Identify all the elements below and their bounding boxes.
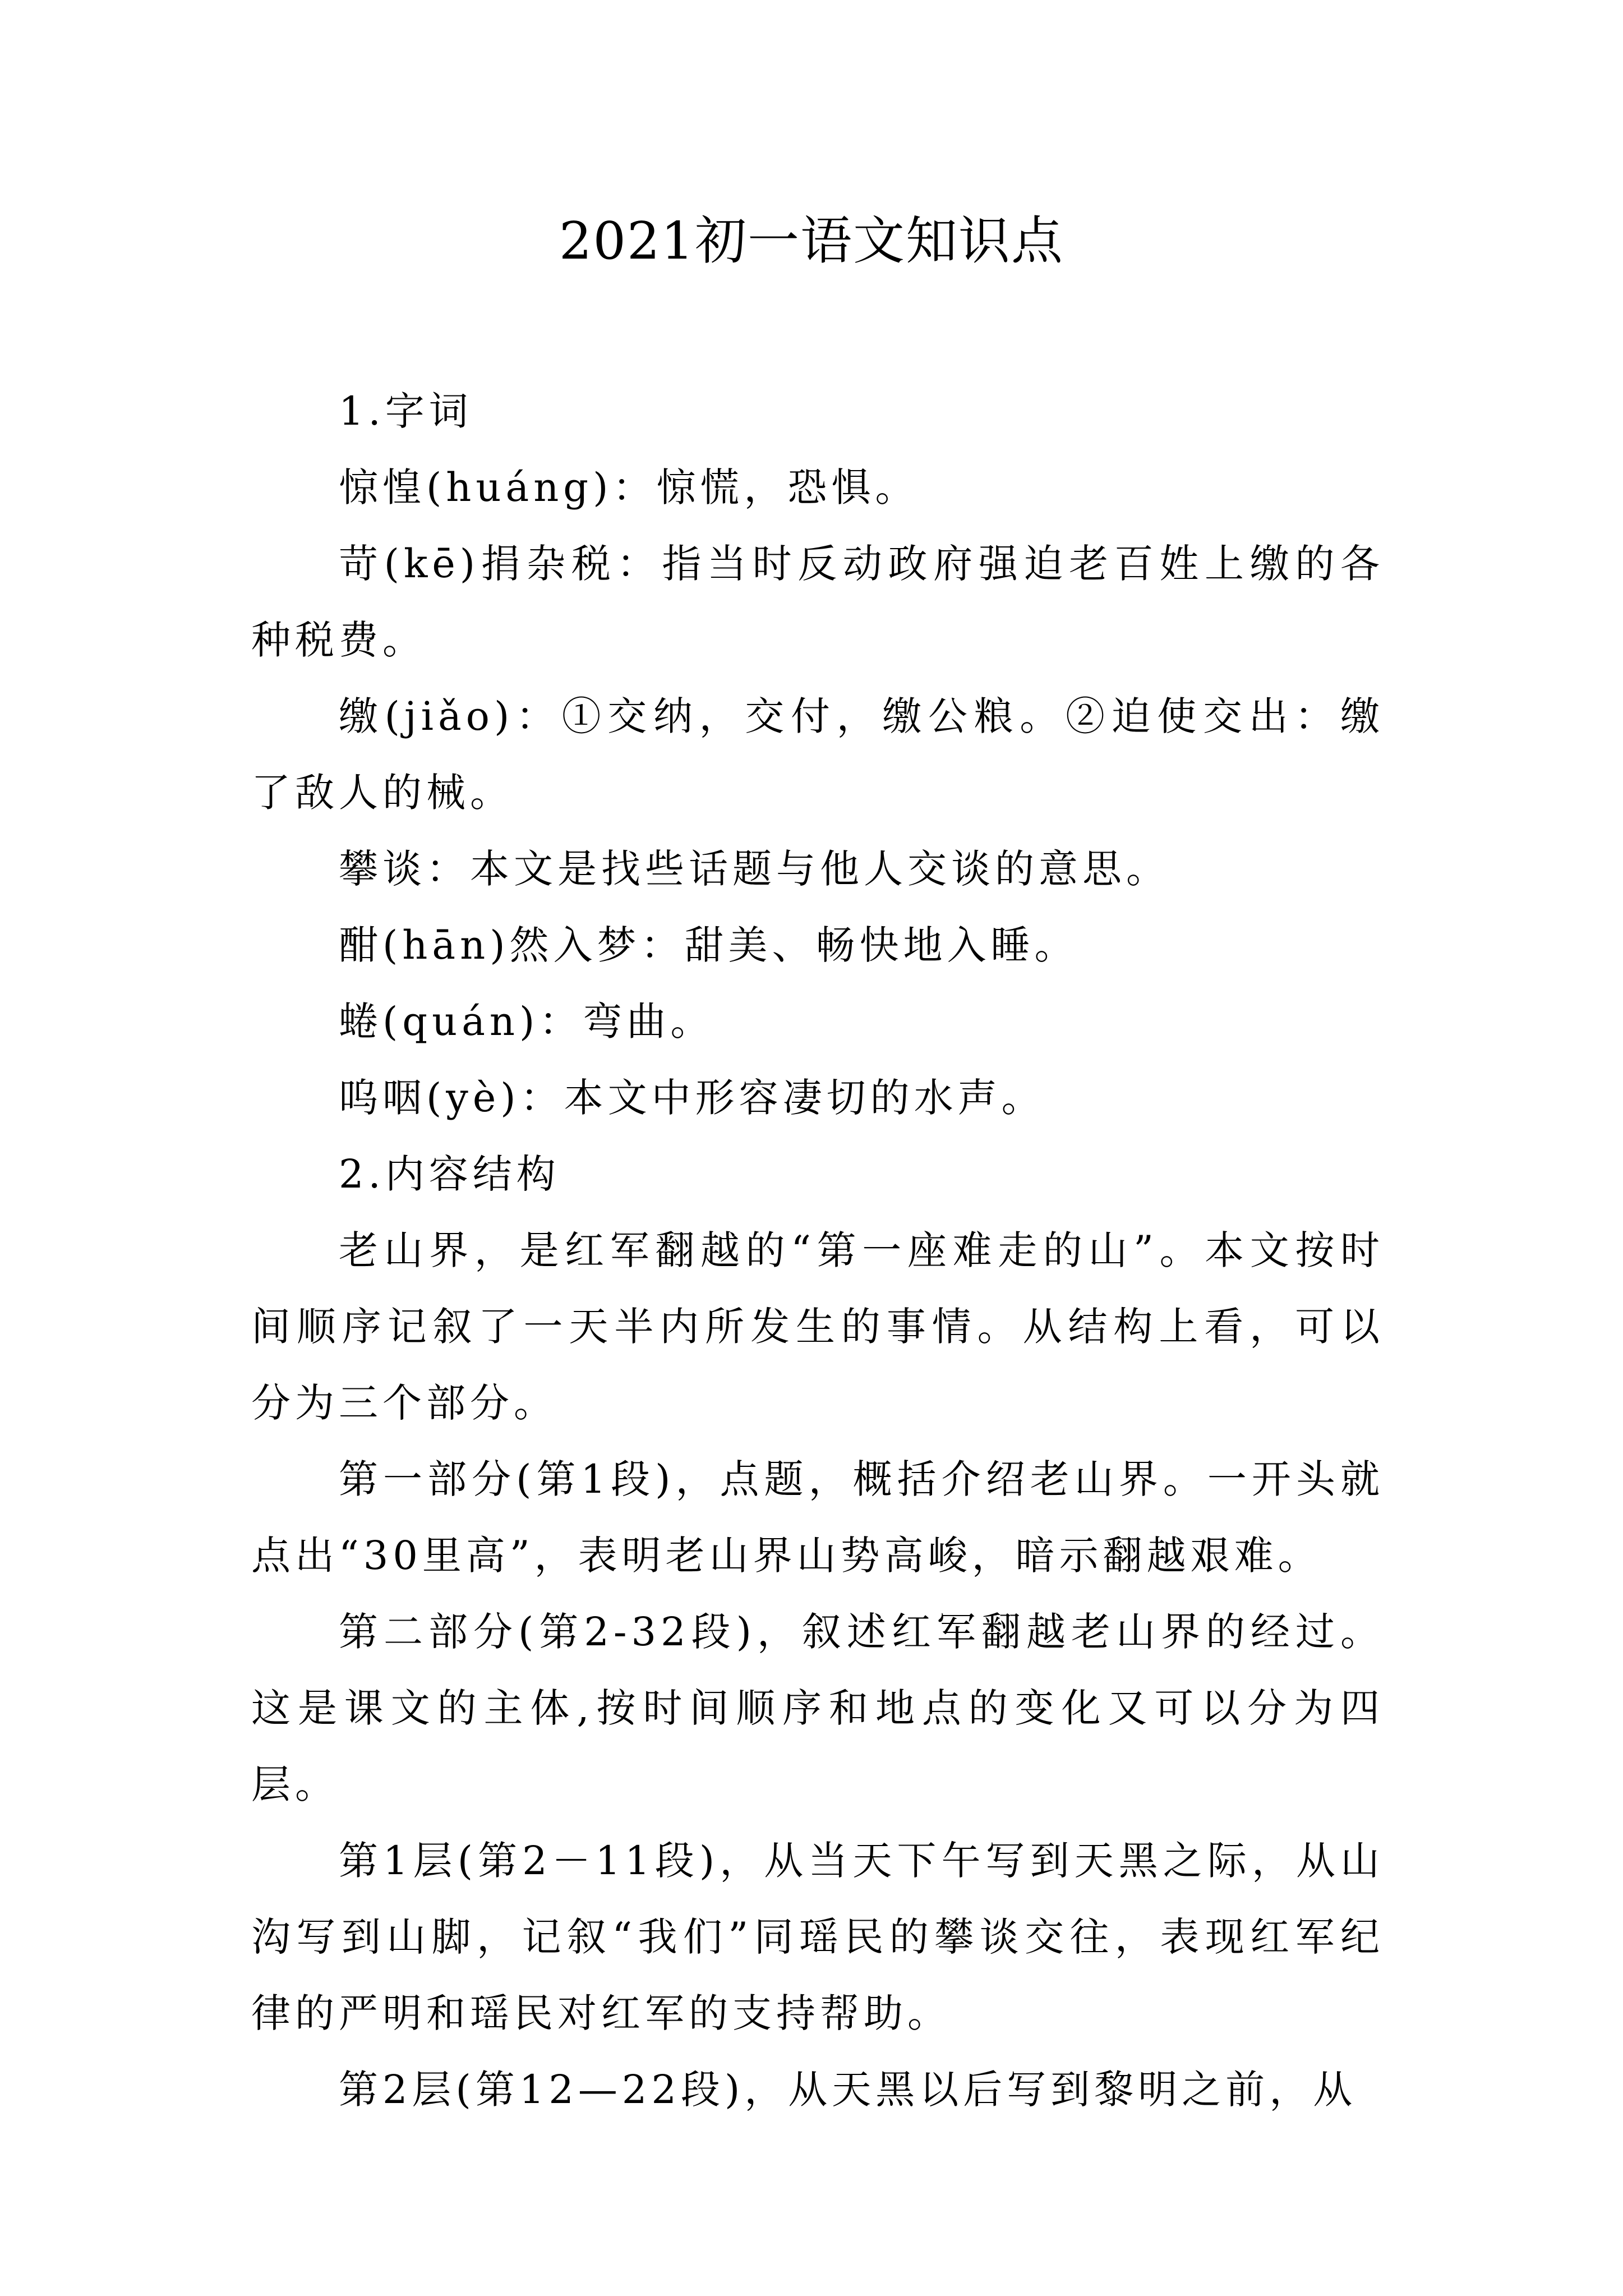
paragraph: 蜷(quán)：弯曲。 [339,999,714,1045]
paragraph: 呜咽(yè)：本文中形容凄切的水声。 [339,1075,1045,1121]
heading-content-structure: 2.内容结构 [339,1151,560,1197]
paragraph: 第2层(第12—22段)，从天黑以后写到黎明之前，从 [339,2067,1357,2113]
paragraph: 缴(jiǎo)：①交纳，交付，缴公粮。②迫使交出：缴了敌人的械。 [251,693,1384,816]
document-body [251,373,1384,2128]
paragraph: 惊惶(huáng)：惊慌，恐惧。 [339,464,919,510]
paragraph: 第1层(第2－11段)，从当天下午写到天黑之际，从山沟写到山脚，记叙“我们”同瑶民的攀谈交往，表现红军纪律的严明和瑶民对红军的支持帮助。 [251,1838,1384,2036]
paragraph: 苛(kē)捐杂税：指当时反动政府强迫老百姓上缴的各种税费。 [251,541,1384,663]
heading-vocabulary: 1.字词 [339,388,473,434]
paragraph: 攀谈：本文是找些话题与他人交谈的意思。 [339,846,1170,892]
paragraph: 第一部分(第1段)，点题，概括介绍老山界。一开头就点出“30里高”，表明老山界山势高峻，暗示翻越艰难。 [251,1456,1384,1579]
paragraph: 第二部分(第2-32段)，叙述红军翻越老山界的经过。这是课文的主体,按时间顺序和地点的变化又可以分为四层。 [251,1609,1384,1807]
document-title: 2021初一语文知识点 [559,211,1064,271]
paragraph: 老山界，是红军翻越的“第一座难走的山”。本文按时间顺序记叙了一天半内所发生的事情。从结构上看，可以分为三个部分。 [251,1227,1384,1426]
paragraph: 酣(hān)然入梦：甜美、畅快地入睡。 [339,922,1078,968]
